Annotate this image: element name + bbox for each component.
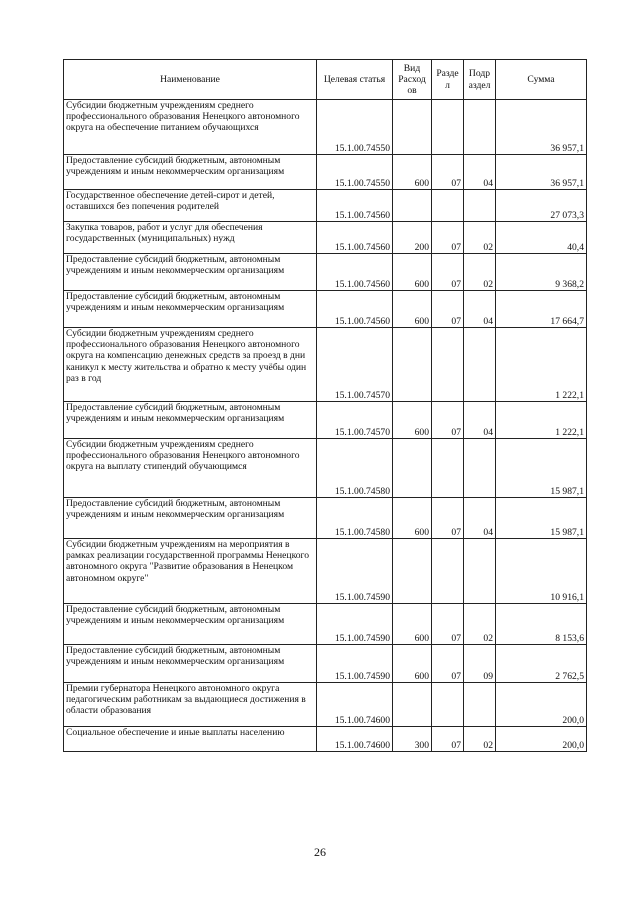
header-kind-line2: Расход xyxy=(398,73,426,85)
cell-target: 15.1.00.74560 xyxy=(317,254,393,291)
cell-kind xyxy=(393,328,432,402)
cell-kind xyxy=(393,683,432,727)
cell-section xyxy=(432,328,464,402)
cell-subsection xyxy=(464,539,496,604)
cell-name: Субсидии бюджетным учреждениям на мероприятия в рамках реализации государственной программы Ненецкого автономного округа "Развитие образования в Ненецком автономном округе" xyxy=(64,539,317,604)
cell-subsection xyxy=(464,683,496,727)
cell-kind: 600 xyxy=(393,402,432,439)
cell-name: Предоставление субсидий бюджетным, автономным учреждениям и иным некоммерческим организациям xyxy=(64,155,317,190)
cell-target: 15.1.00.74570 xyxy=(317,328,393,402)
cell-kind: 300 xyxy=(393,727,432,752)
table-row xyxy=(64,645,587,683)
cell-target: 15.1.00.74560 xyxy=(317,291,393,328)
header-subsection-line1: Подр xyxy=(468,68,491,80)
table-row xyxy=(64,498,587,539)
cell-section: 07 xyxy=(432,222,464,254)
header-subsection xyxy=(464,60,496,100)
cell-target: 15.1.00.74550 xyxy=(317,155,393,190)
cell-kind: 200 xyxy=(393,222,432,254)
cell-name: Предоставление субсидий бюджетным, автономным учреждениям и иным некоммерческим организациям xyxy=(64,645,317,683)
cell-section: 07 xyxy=(432,254,464,291)
cell-section: 07 xyxy=(432,645,464,683)
header-subsection-line2: аздел xyxy=(468,79,491,91)
cell-kind: 600 xyxy=(393,254,432,291)
cell-sum: 17 664,7 xyxy=(496,291,587,328)
table-row xyxy=(64,604,587,645)
cell-sum: 36 957,1 xyxy=(496,155,587,190)
cell-name: Закупка товаров, работ и услуг для обеспечения государственных (муниципальных) нужд xyxy=(64,222,317,254)
cell-sum: 1 222,1 xyxy=(496,402,587,439)
cell-target: 15.1.00.74560 xyxy=(317,190,393,222)
cell-name: Субсидии бюджетным учреждениям среднего профессионального образования Ненецкого автономного округа на выплату стипендий обучающимся xyxy=(64,439,317,498)
table-row xyxy=(64,190,587,222)
header-kind-line1: Вид xyxy=(403,62,421,74)
cell-section xyxy=(432,683,464,727)
cell-name: Субсидии бюджетным учреждениям среднего профессионального образования Ненецкого автономного округа на компенсацию денежных средств за проезд в дни каникул к месту жительства и обратно к месту учёбы один раз в год xyxy=(64,328,317,402)
table-row xyxy=(64,727,587,752)
cell-kind xyxy=(393,190,432,222)
cell-section xyxy=(432,190,464,222)
cell-kind: 600 xyxy=(393,291,432,328)
cell-name: Предоставление субсидий бюджетным, автономным учреждениям и иным некоммерческим организациям xyxy=(64,498,317,539)
cell-sum: 8 153,6 xyxy=(496,604,587,645)
table-header-row xyxy=(64,60,587,100)
cell-section: 07 xyxy=(432,498,464,539)
cell-subsection: 09 xyxy=(464,645,496,683)
cell-sum: 36 957,1 xyxy=(496,100,587,155)
cell-kind xyxy=(393,539,432,604)
cell-subsection: 02 xyxy=(464,604,496,645)
header-section-line1: Разде xyxy=(436,68,459,80)
table-row xyxy=(64,402,587,439)
cell-target: 15.1.00.74570 xyxy=(317,402,393,439)
cell-section xyxy=(432,539,464,604)
cell-sum: 15 987,1 xyxy=(496,498,587,539)
cell-section: 07 xyxy=(432,604,464,645)
cell-target: 15.1.00.74590 xyxy=(317,645,393,683)
table-row xyxy=(64,155,587,190)
cell-name: Предоставление субсидий бюджетным, автономным учреждениям и иным некоммерческим организациям xyxy=(64,291,317,328)
cell-subsection: 02 xyxy=(464,254,496,291)
cell-name: Предоставление субсидий бюджетным, автономным учреждениям и иным некоммерческим организациям xyxy=(64,254,317,291)
cell-name: Государственное обеспечение детей-сирот и детей, оставшихся без попечения родителей xyxy=(64,190,317,222)
header-section-line2: л xyxy=(445,79,450,91)
table-row xyxy=(64,100,587,155)
cell-section: 07 xyxy=(432,155,464,190)
cell-kind xyxy=(393,100,432,155)
header-kind-line3: ов xyxy=(407,85,417,97)
cell-subsection: 02 xyxy=(464,727,496,752)
cell-sum: 27 073,3 xyxy=(496,190,587,222)
header-kind xyxy=(393,60,432,100)
table-row xyxy=(64,539,587,604)
header-sum: Сумма xyxy=(496,60,587,100)
cell-sum: 200,0 xyxy=(496,727,587,752)
cell-kind: 600 xyxy=(393,645,432,683)
table-row xyxy=(64,254,587,291)
cell-subsection: 04 xyxy=(464,291,496,328)
cell-name: Субсидии бюджетным учреждениям среднего профессионального образования Ненецкого автономного округа на обеспечение питанием обучающихся xyxy=(64,100,317,155)
cell-kind xyxy=(393,439,432,498)
cell-subsection xyxy=(464,100,496,155)
cell-kind: 600 xyxy=(393,498,432,539)
header-name: Наименование xyxy=(64,60,317,100)
table-row xyxy=(64,222,587,254)
cell-target: 15.1.00.74560 xyxy=(317,222,393,254)
cell-kind: 600 xyxy=(393,155,432,190)
table-row xyxy=(64,683,587,727)
table-row xyxy=(64,439,587,498)
cell-target: 15.1.00.74580 xyxy=(317,498,393,539)
cell-sum: 9 368,2 xyxy=(496,254,587,291)
cell-name: Предоставление субсидий бюджетным, автономным учреждениям и иным некоммерческим организациям xyxy=(64,604,317,645)
cell-subsection: 04 xyxy=(464,402,496,439)
cell-kind: 600 xyxy=(393,604,432,645)
cell-target: 15.1.00.74580 xyxy=(317,439,393,498)
cell-name: Предоставление субсидий бюджетным, автономным учреждениям и иным некоммерческим организациям xyxy=(64,402,317,439)
cell-name: Премии губернатора Ненецкого автономного округа педагогическим работникам за выдающиеся достижения в области образования xyxy=(64,683,317,727)
cell-sum: 40,4 xyxy=(496,222,587,254)
budget-table xyxy=(63,59,587,752)
header-section xyxy=(432,60,464,100)
cell-sum: 10 916,1 xyxy=(496,539,587,604)
cell-sum: 200,0 xyxy=(496,683,587,727)
cell-target: 15.1.00.74600 xyxy=(317,727,393,752)
cell-target: 15.1.00.74590 xyxy=(317,604,393,645)
cell-section: 07 xyxy=(432,291,464,328)
cell-target: 15.1.00.74550 xyxy=(317,100,393,155)
cell-subsection: 04 xyxy=(464,498,496,539)
cell-subsection: 04 xyxy=(464,155,496,190)
cell-subsection xyxy=(464,439,496,498)
cell-name: Социальное обеспечение и иные выплаты населению xyxy=(64,727,317,752)
cell-target: 15.1.00.74600 xyxy=(317,683,393,727)
cell-section xyxy=(432,439,464,498)
cell-subsection xyxy=(464,328,496,402)
cell-section: 07 xyxy=(432,727,464,752)
cell-section: 07 xyxy=(432,402,464,439)
header-target: Целевая статья xyxy=(317,60,393,100)
cell-sum: 15 987,1 xyxy=(496,439,587,498)
cell-target: 15.1.00.74590 xyxy=(317,539,393,604)
page-number: 26 xyxy=(314,845,326,859)
cell-section xyxy=(432,100,464,155)
cell-sum: 2 762,5 xyxy=(496,645,587,683)
table-row xyxy=(64,328,587,402)
cell-subsection xyxy=(464,190,496,222)
table-row xyxy=(64,291,587,328)
cell-subsection: 02 xyxy=(464,222,496,254)
cell-sum: 1 222,1 xyxy=(496,328,587,402)
